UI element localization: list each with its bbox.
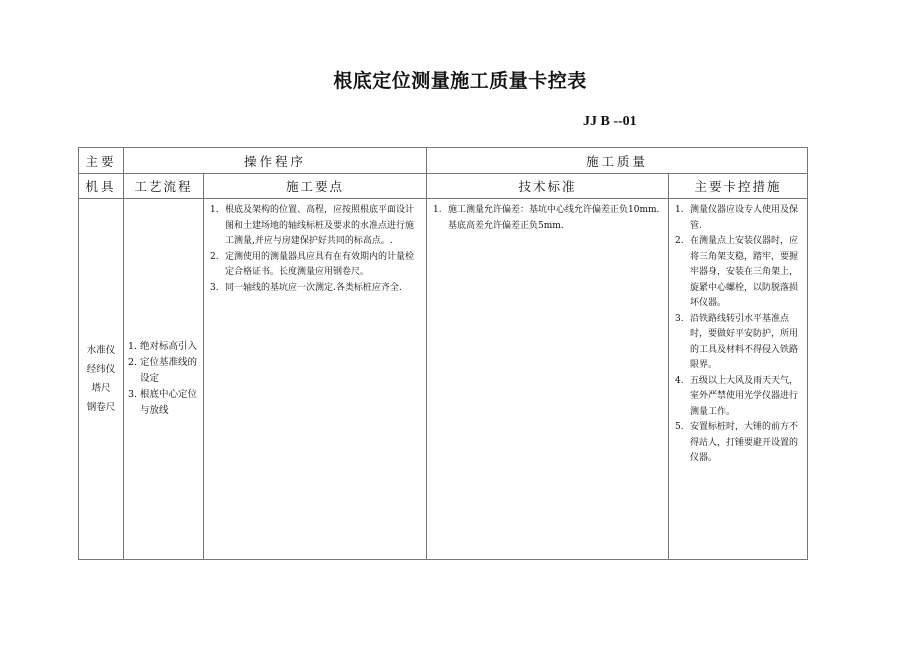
header-construction-quality: 施工质量 bbox=[427, 148, 808, 174]
header-main-equipment-top bbox=[79, 148, 124, 174]
item-text: 定位基准线的设定 bbox=[140, 357, 198, 384]
item-number: 1. bbox=[210, 205, 219, 215]
equipment-item: 经纬仪 bbox=[86, 364, 116, 375]
item-text: 同一轴线的基坑应一次测定.各类标桩应齐全. bbox=[225, 282, 402, 293]
list-item bbox=[673, 374, 803, 421]
quality-control-table bbox=[78, 147, 808, 560]
list-item bbox=[126, 387, 201, 419]
list-item bbox=[431, 203, 664, 234]
key-control-measures-cell bbox=[669, 199, 808, 560]
item-number: 3. bbox=[128, 389, 138, 400]
list-item bbox=[208, 281, 422, 297]
item-text: 绝对标高引入 bbox=[140, 341, 198, 352]
item-text: 测量仪器应设专人使用及保管. bbox=[690, 205, 799, 231]
item-text: 沿铁路线转引水平基准点时，要做好平安防护，所用的工具及材料不得侵入铁路限界。 bbox=[690, 313, 799, 370]
list-item bbox=[126, 339, 201, 355]
item-number: 2. bbox=[128, 357, 138, 368]
key-control-measures-list bbox=[669, 199, 807, 467]
item-number: 1. bbox=[675, 205, 684, 215]
list-item bbox=[673, 203, 803, 234]
process-flow-cell bbox=[124, 199, 204, 560]
header-main-equipment-bottom bbox=[79, 174, 124, 199]
header-process-flow: 工艺流程 bbox=[124, 174, 204, 199]
header-label: 机具 bbox=[85, 179, 117, 194]
equipment-item: 水准仪 bbox=[86, 345, 116, 356]
construction-points-list bbox=[204, 199, 426, 296]
item-text: 安置标桩时，大锤的前方不得站人，打锤要避开设置的仪器。 bbox=[690, 422, 799, 463]
header-technical-standard: 技术标准 bbox=[427, 174, 669, 199]
item-text: 施工测量允许偏差：基坑中心线允许偏差正负10mm.基底高差允许偏差正负5mm. bbox=[448, 205, 660, 231]
process-flow-list bbox=[124, 339, 203, 419]
list-item bbox=[126, 355, 201, 387]
technical-standard-cell bbox=[427, 199, 669, 560]
header-construction-points: 施工要点 bbox=[204, 174, 427, 199]
item-number: 3. bbox=[210, 282, 219, 293]
equipment-item: 塔尺 bbox=[91, 383, 111, 394]
list-item bbox=[208, 203, 422, 250]
document-title: 根底定位测量施工质量卡控表 bbox=[333, 70, 587, 92]
item-number: 2. bbox=[675, 236, 684, 246]
item-text: 根底及架构的位置、高程，应按照根底平面设计图和土建场地的轴线标桩及要求的水准点进行施工测量,并应与房建保护好共同的标高点。. bbox=[225, 205, 415, 246]
item-number: 1. bbox=[128, 341, 138, 352]
item-number: 3. bbox=[675, 313, 684, 324]
document-code: JJ B --01 bbox=[583, 114, 637, 129]
item-text: 根底中心定位与放线 bbox=[140, 389, 198, 416]
item-number: 5. bbox=[675, 422, 684, 432]
construction-points-cell bbox=[204, 199, 427, 560]
equipment-item: 钢卷尺 bbox=[86, 402, 116, 413]
list-item bbox=[673, 234, 803, 312]
list-item bbox=[208, 250, 422, 281]
item-text: 在测量点上安装仪器时，应将三角架支稳，踏牢，要握牢器身，安装在三角架上，旋紧中心螺栓，以防脱落损坏仪器。 bbox=[690, 236, 799, 308]
item-number: 4. bbox=[675, 375, 684, 386]
header-label: 主要 bbox=[85, 153, 117, 169]
list-item bbox=[673, 420, 803, 467]
item-text: 五级以上大风及雨天天气，室外严禁使用光学仪器进行测量工作。 bbox=[690, 375, 799, 417]
item-number: 1. bbox=[433, 205, 442, 215]
item-text: 定测使用的测量器具应具有在有效期内的计量检定合格证书。长度测量应用钢卷尺。 bbox=[225, 251, 415, 277]
item-number: 2. bbox=[210, 251, 219, 262]
header-operation-procedure: 操作程序 bbox=[124, 148, 427, 174]
equipment-cell bbox=[79, 199, 124, 560]
list-item bbox=[673, 312, 803, 374]
header-key-control-measures: 主要卡控措施 bbox=[669, 174, 808, 199]
technical-standard-list bbox=[427, 199, 668, 234]
